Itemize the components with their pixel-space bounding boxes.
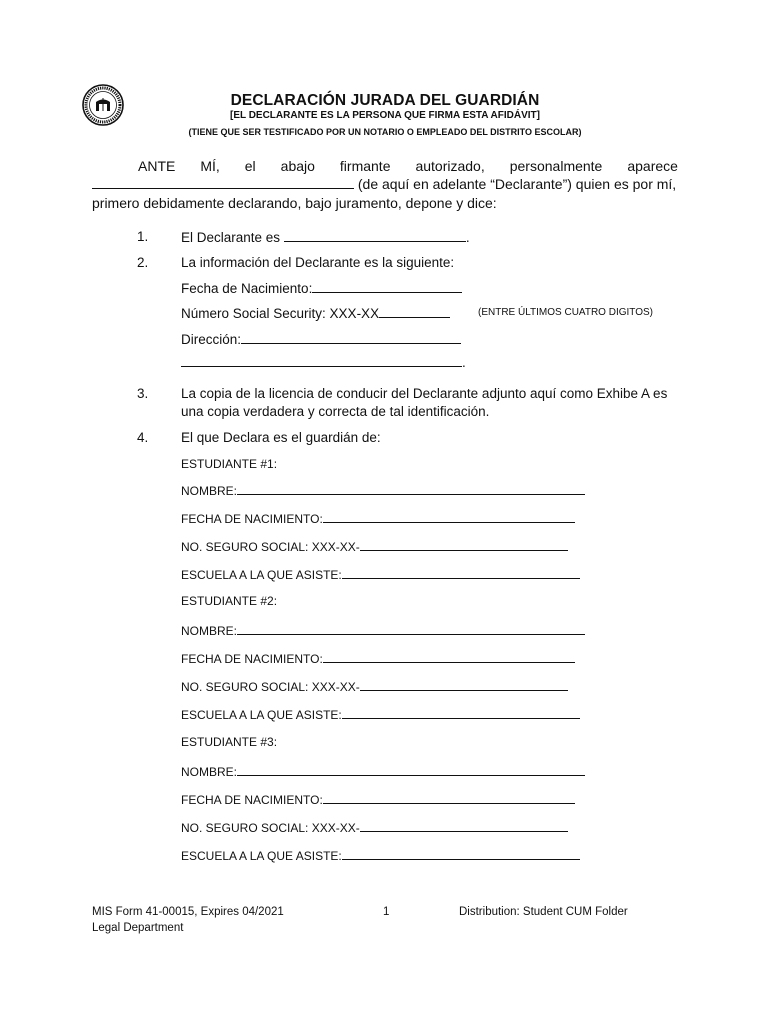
intro-line-3: primero debidamente declarando, bajo juramento, depone y dice:	[92, 195, 497, 211]
student-name-field	[181, 763, 585, 779]
student-dob-line[interactable]	[323, 650, 575, 663]
intro-line-2-text: (de aquí en adelante “Declarante”) quien es por mí,	[357, 176, 677, 192]
student-heading: ESTUDIANTE #3:	[181, 735, 278, 749]
student-ssn-label: NO. SEGURO SOCIAL: XXX-XX-	[181, 680, 360, 694]
student-name-label: NOMBRE:	[181, 765, 238, 779]
student-name-line[interactable]	[237, 622, 585, 635]
student-school-line[interactable]	[342, 847, 580, 860]
student-ssn-field	[181, 538, 568, 554]
student-ssn-line[interactable]	[360, 819, 568, 832]
address-line-2[interactable]	[181, 354, 462, 367]
item-3-line-2: una copia verdadera y correcta de tal identificación.	[181, 404, 490, 419]
student-name-line[interactable]	[237, 763, 585, 776]
student-heading: ESTUDIANTE #1:	[181, 457, 278, 471]
birth-date-line[interactable]	[312, 280, 462, 293]
ssn-note: (ENTRE ÚLTIMOS CUATRO DIGITOS)	[478, 307, 654, 318]
student-school-label: ESCUELA A LA QUE ASISTE:	[181, 568, 342, 582]
address-line-1[interactable]	[241, 331, 461, 344]
document-subtitle: [EL DECLARANTE ES LA PERSONA QUE FIRMA ESTA AFIDÁVIT]	[229, 110, 540, 121]
item-number: 2.	[137, 255, 149, 270]
student-ssn-line[interactable]	[360, 678, 568, 691]
intro-word: abajo	[280, 158, 315, 174]
footer-form-id: MIS Form 41-00015, Expires 04/2021	[92, 906, 284, 918]
student-school-label: ESCUELA A LA QUE ASISTE:	[181, 849, 342, 863]
intro-word: personalmente	[509, 158, 603, 174]
ssn-line[interactable]	[379, 305, 450, 318]
item-number: 4.	[137, 430, 149, 445]
intro-word: MÍ,	[200, 158, 220, 174]
footer-distribution: Distribution: Student CUM Folder	[459, 906, 628, 918]
student-ssn-line[interactable]	[360, 538, 568, 551]
student-school-field	[181, 706, 580, 722]
document-title: DECLARACIÓN JURADA DEL GUARDIÁN	[230, 92, 540, 109]
intro-line-2	[92, 176, 676, 192]
student-dob-line[interactable]	[323, 791, 575, 804]
birth-date-field	[181, 280, 462, 296]
intro-word: el	[244, 158, 256, 174]
intro-line-1	[138, 158, 678, 174]
student-ssn-label: NO. SEGURO SOCIAL: XXX-XX-	[181, 821, 360, 835]
item-2-text: La información del Declarante es la siguiente:	[181, 255, 455, 270]
student-dob-field	[181, 791, 575, 807]
student-ssn-field	[181, 819, 568, 835]
address-field-2: .	[181, 354, 466, 370]
student-dob-label: FECHA DE NACIMIENTO:	[181, 793, 323, 807]
student-name-field	[181, 482, 585, 498]
item-3-line-1: La copia de la licencia de conducir del Declarante adjunto aquí como Exhibe A es	[181, 386, 668, 401]
affiant-name-line[interactable]	[92, 176, 354, 189]
intro-word: firmante	[339, 158, 391, 174]
intro-word: ANTE	[138, 158, 176, 174]
item-1-text: El Declarante es	[181, 230, 281, 245]
student-ssn-label: NO. SEGURO SOCIAL: XXX-XX-	[181, 540, 360, 554]
page-number: 1	[383, 906, 390, 918]
footer-department: Legal Department	[92, 922, 184, 934]
student-name-label: NOMBRE:	[181, 624, 238, 638]
item-number: 3.	[137, 386, 149, 401]
student-name-field	[181, 622, 585, 638]
student-dob-label: FECHA DE NACIMIENTO:	[181, 512, 323, 526]
item-1: El Declarante es .	[181, 230, 470, 245]
student-school-label: ESCUELA A LA QUE ASISTE:	[181, 708, 342, 722]
student-dob-label: FECHA DE NACIMIENTO:	[181, 652, 323, 666]
student-ssn-field	[181, 678, 568, 694]
student-name-line[interactable]	[237, 482, 585, 495]
birth-date-label: Fecha de Nacimiento:	[181, 281, 313, 296]
student-name-label: NOMBRE:	[181, 484, 238, 498]
intro-word: autorizado,	[415, 158, 485, 174]
student-school-line[interactable]	[342, 566, 580, 579]
address-field	[181, 331, 461, 347]
ssn-label: Número Social Security: XXX-XX	[181, 306, 380, 321]
student-school-field	[181, 847, 580, 863]
student-school-line[interactable]	[342, 706, 580, 719]
item-4-text: El que Declara es el guardián de:	[181, 430, 381, 445]
student-heading: ESTUDIANTE #2:	[181, 594, 278, 608]
student-school-field	[181, 566, 580, 582]
student-dob-field	[181, 650, 575, 666]
item-number: 1.	[137, 229, 149, 244]
student-dob-field	[181, 510, 575, 526]
intro-word: aparece	[627, 158, 678, 174]
ssn-field	[181, 305, 450, 321]
declarant-name-line[interactable]	[284, 229, 466, 242]
address-label: Dirección:	[181, 332, 242, 347]
notary-note: (TIENE QUE SER TESTIFICADO POR UN NOTARIO O EMPLEADO DEL DISTRITO ESCOLAR)	[188, 127, 582, 137]
student-dob-line[interactable]	[323, 510, 575, 523]
